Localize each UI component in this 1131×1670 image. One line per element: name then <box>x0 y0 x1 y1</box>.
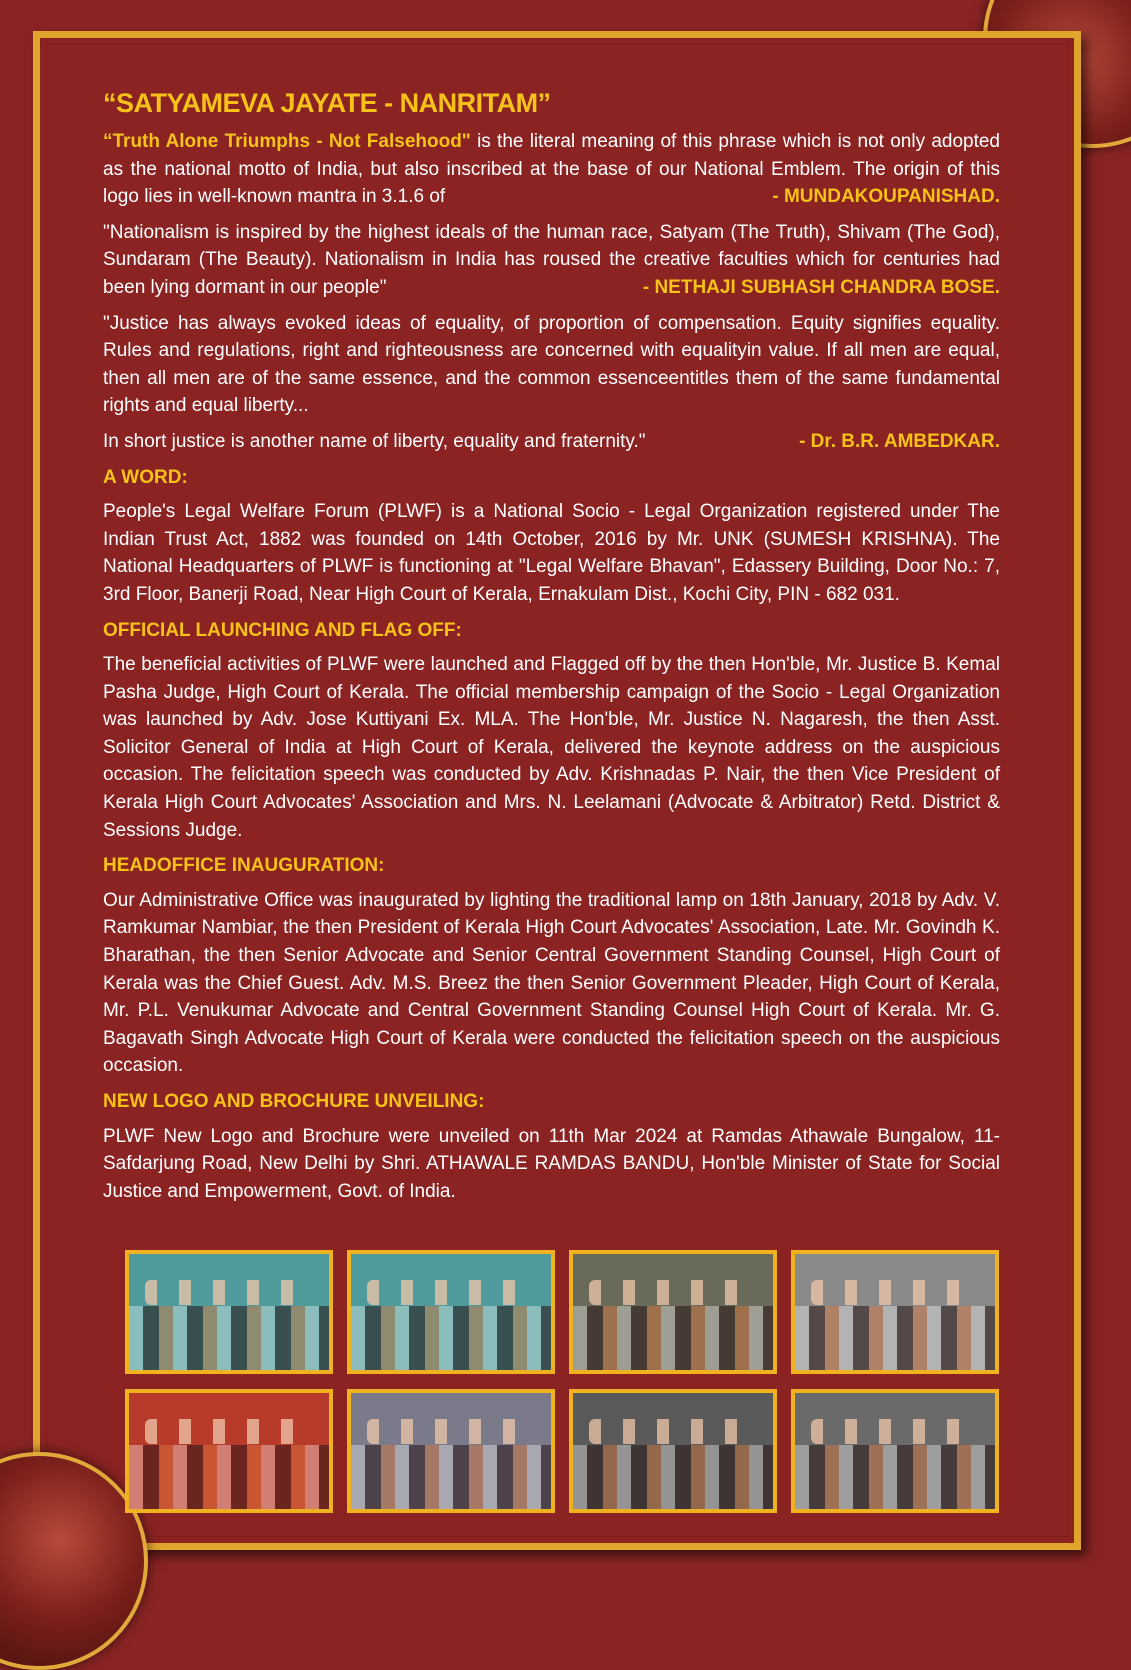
event-photo-1 <box>125 1250 333 1374</box>
section-body-a-word: People's Legal Welfare Forum (PLWF) is a National Socio - Legal Organization registered under The Indian Trust Act, 1882 was founded on 14th October, 2016 by Mr. UNK (SUMESH KRISHNA). The National Headquarters of PLWF is functioning at "Legal Welfare Bhavan", Edassery Building, Door No.: 7, 3rd Floor, Banerji Road, Near High Court of Kerala, Ernakulam Dist., Kochi City, PIN - 682 031. <box>103 501 1000 605</box>
quote-truth-text: is the literal meaning of this phrase which is not only adopted as the national motto of India, but also inscribed at the base of our National Emblem. The origin of this logo lies in well-known mantra in 3.1.6 of <box>103 131 1000 208</box>
quote-justice-text2: In short justice is another name of liberty, equality and fraternity." <box>103 430 646 452</box>
event-photo-5 <box>125 1389 333 1513</box>
event-photo-6 <box>347 1389 555 1513</box>
section-heading-headoffice: HEADOFFICE INAUGURATION: <box>103 855 385 877</box>
quote-nationalism-text: "Nationalism is inspired by the highest ideals of the human race, Satyam (The Truth), Shivam (The God), Sundaram (The Beauty). Nationalism in India has roused the creative faculties which for centuries had been lying dormant in our people" <box>103 221 1000 298</box>
event-photo-3 <box>569 1250 777 1374</box>
page-title: “SATYAMEVA JAYATE - NANRITAM” <box>103 88 551 118</box>
quote-nationalism <box>103 219 1000 302</box>
section-heading-a-word: A WORD: <box>103 466 188 488</box>
quote-justice-attribution: - Dr. B.R. AMBEDKAR. <box>799 430 1000 452</box>
section-heading-launching: OFFICIAL LAUNCHING AND FLAG OFF: <box>103 619 462 641</box>
event-photo-2 <box>347 1250 555 1374</box>
event-photo-7 <box>569 1389 777 1513</box>
quote-truth <box>103 128 1000 211</box>
photo-gallery <box>125 1250 1000 1513</box>
section-heading-logo: NEW LOGO AND BROCHURE UNVEILING: <box>103 1091 485 1112</box>
section-body-headoffice: Our Administrative Office was inaugurated by lighting the traditional lamp on 18th January, 2018 by Adv. V. Ramkumar Nambiar, the then President of Kerala High Court Advocates' Association, Late. Mr. Govindh K. Bharathan, the then Senior Advocate and Senior Central Government Standing Counsel, High Court of Kerala was the Chief Guest. Adv. M.S. Breez the then Senior Government Pleader, High Court of Kerala, Mr. P.L. Venukumar Advocate and Central Government Standing Counsel High Court of Kerala. Mr. G. Bagavath Singh Advocate High Court of Kerala were conducted the felicitation speech on the auspicious occasion. <box>103 889 1000 1077</box>
event-photo-4 <box>791 1250 999 1374</box>
section-body-launching: The beneficial activities of PLWF were launched and Flagged off by the then Hon'ble, Mr. Justice B. Kemal Pasha Judge, High Court of Kerala. The official membership campaign of the Socio - Legal Organization was launched by Adv. Jose Kuttiyani Ex. MLA. The Hon'ble, Mr. Justice N. Nagaresh, the then Asst. Solicitor General of India at High Court of Kerala, delivered the keynote address on the auspicious occasion. The felicitation speech was conducted by Adv. Krishnadas P. Nair, the then Vice President of Kerala High Court Advocates' Association and Mrs. N. Leelamani (Advocate & Arbitrator) Retd. District & Sessions Judge. <box>103 654 1000 841</box>
document-content <box>103 86 1000 1213</box>
section-body-logo: PLWF New Logo and Brochure were unveiled on 11th Mar 2024 at Ramdas Athawale Bungalow, 11- Safdarjung Road, New Delhi by Shri. ATHAWALE RAMDAS BANDU, Hon'ble Minister of State for Social Justice and Empowerment, Govt. of India. <box>103 1125 1000 1202</box>
event-photo-8 <box>791 1389 999 1513</box>
quote-justice-end <box>103 428 1000 456</box>
quote-truth-highlight: “Truth Alone Triumphs - Not Falsehood" <box>103 131 471 152</box>
quote-truth-attribution: - MUNDAKOUPANISHAD. <box>772 186 1000 208</box>
quote-nationalism-attribution: - NETHAJI SUBHASH CHANDRA BOSE. <box>642 276 1000 298</box>
quote-justice: "Justice has always evoked ideas of equality, of proportion of compensation. Equity signifies equality. Rules and regulations, right and righteousness are concerned with equalityin value. If all men are equal, then all men are of the same essence, and the common essenceentitles them of the same fundamental rights and equal liberty... <box>103 312 1000 417</box>
